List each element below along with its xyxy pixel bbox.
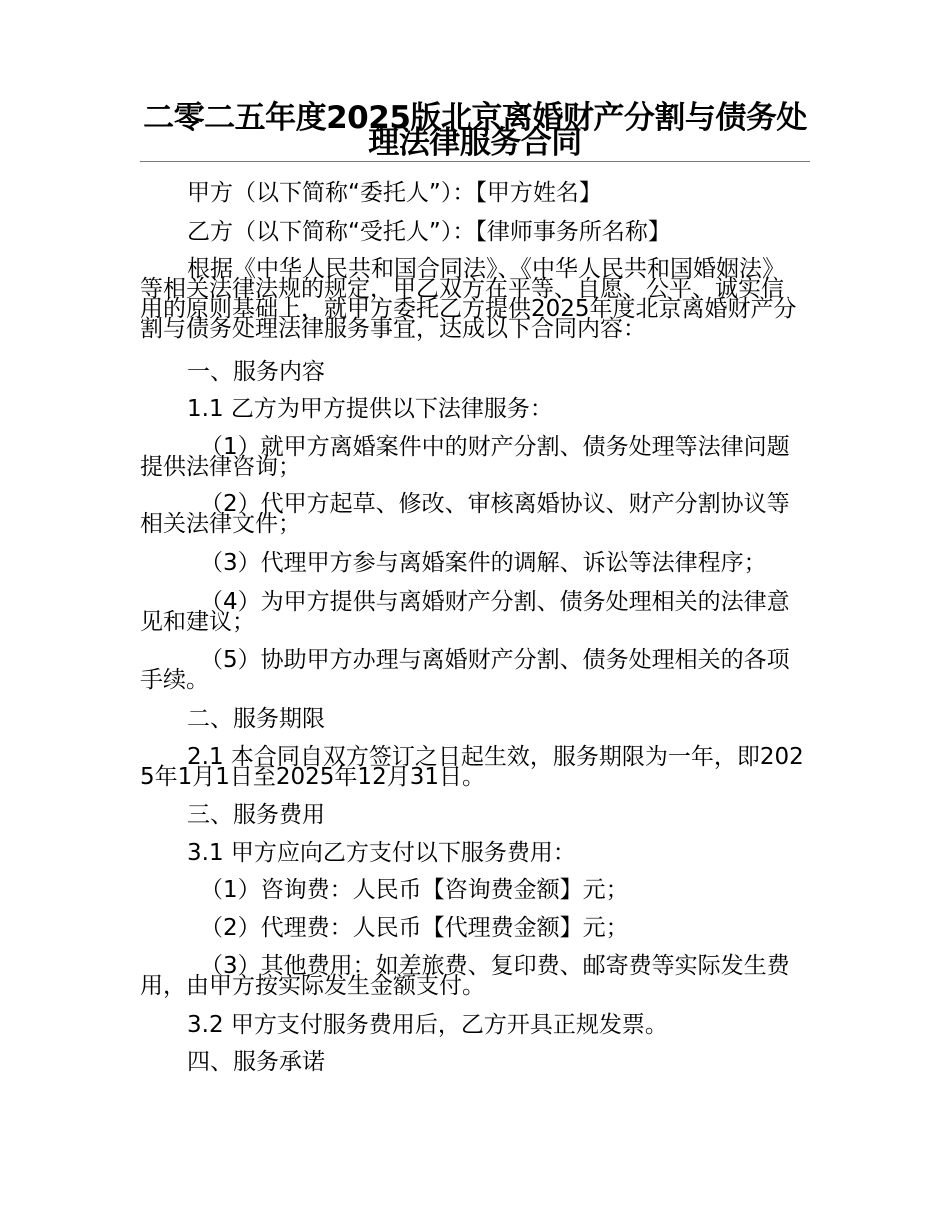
party-b-line: 乙方（以下简称“受托人”）：【律师事务所名称】 (187, 219, 671, 245)
clause-1-1: 1.1 乙方为甲方提供以下法律服务： (187, 396, 553, 422)
preamble-paragraph: 根据《中华人民共和国合同法》、《中华人民共和国婚姻法》等相关法律法规的规定，甲乙双方在平等、自愿、公平、诚实信用的原则基础上，就甲方委托乙方提供2025年度北京离婚财产分割与债务处理法律服务事宜，达成以下合同内容： (140, 256, 797, 342)
clause-2-1: 2.1 本合同自双方签订之日起生效，服务期限为一年，即2025年1月1日至2025年12月31日。 (140, 744, 804, 790)
document-title: 二零二五年度2025版北京离婚财产分割与债务处理法律服务合同 (143, 100, 807, 161)
clause-3-1-item-2: （2）代理费：人民币【代理费金额】元； (200, 915, 629, 941)
clause-1-1-item-5: （5）协助甲方办理与离婚财产分割、债务处理相关的各项手续。 (140, 647, 790, 693)
section-heading-service-term: 二、服务期限 (187, 706, 325, 732)
clause-3-2: 3.2 甲方支付服务费用后，乙方开具正规发票。 (187, 1012, 668, 1038)
title-underline (140, 161, 810, 162)
clause-1-1-item-1: （1）就甲方离婚案件中的财产分割、债务处理等法律问题提供法律咨询； (140, 434, 790, 480)
clause-3-1: 3.1 甲方应向乙方支付以下服务费用： (187, 840, 576, 866)
section-heading-service-fees: 三、服务费用 (187, 802, 325, 828)
section-heading-service-content: 一、服务内容 (187, 359, 325, 385)
clause-1-1-item-3: （3）代理甲方参与离婚案件的调解、诉讼等法律程序； (200, 550, 767, 576)
party-a-line: 甲方（以下简称“委托人”）：【甲方姓名】 (187, 180, 602, 206)
section-heading-service-commitment: 四、服务承诺 (187, 1049, 325, 1075)
clause-3-1-item-3: （3）其他费用：如差旅费、复印费、邮寄费等实际发生费用，由甲方按实际发生金额支付。 (140, 953, 790, 999)
clause-3-1-item-1: （1）咨询费：人民币【咨询费金额】元； (200, 877, 629, 903)
clause-1-1-item-2: （2）代甲方起草、修改、审核离婚协议、财产分割协议等相关法律文件； (140, 491, 790, 537)
clause-1-1-item-4: （4）为甲方提供与离婚财产分割、债务处理相关的法律意见和建议； (140, 589, 790, 635)
